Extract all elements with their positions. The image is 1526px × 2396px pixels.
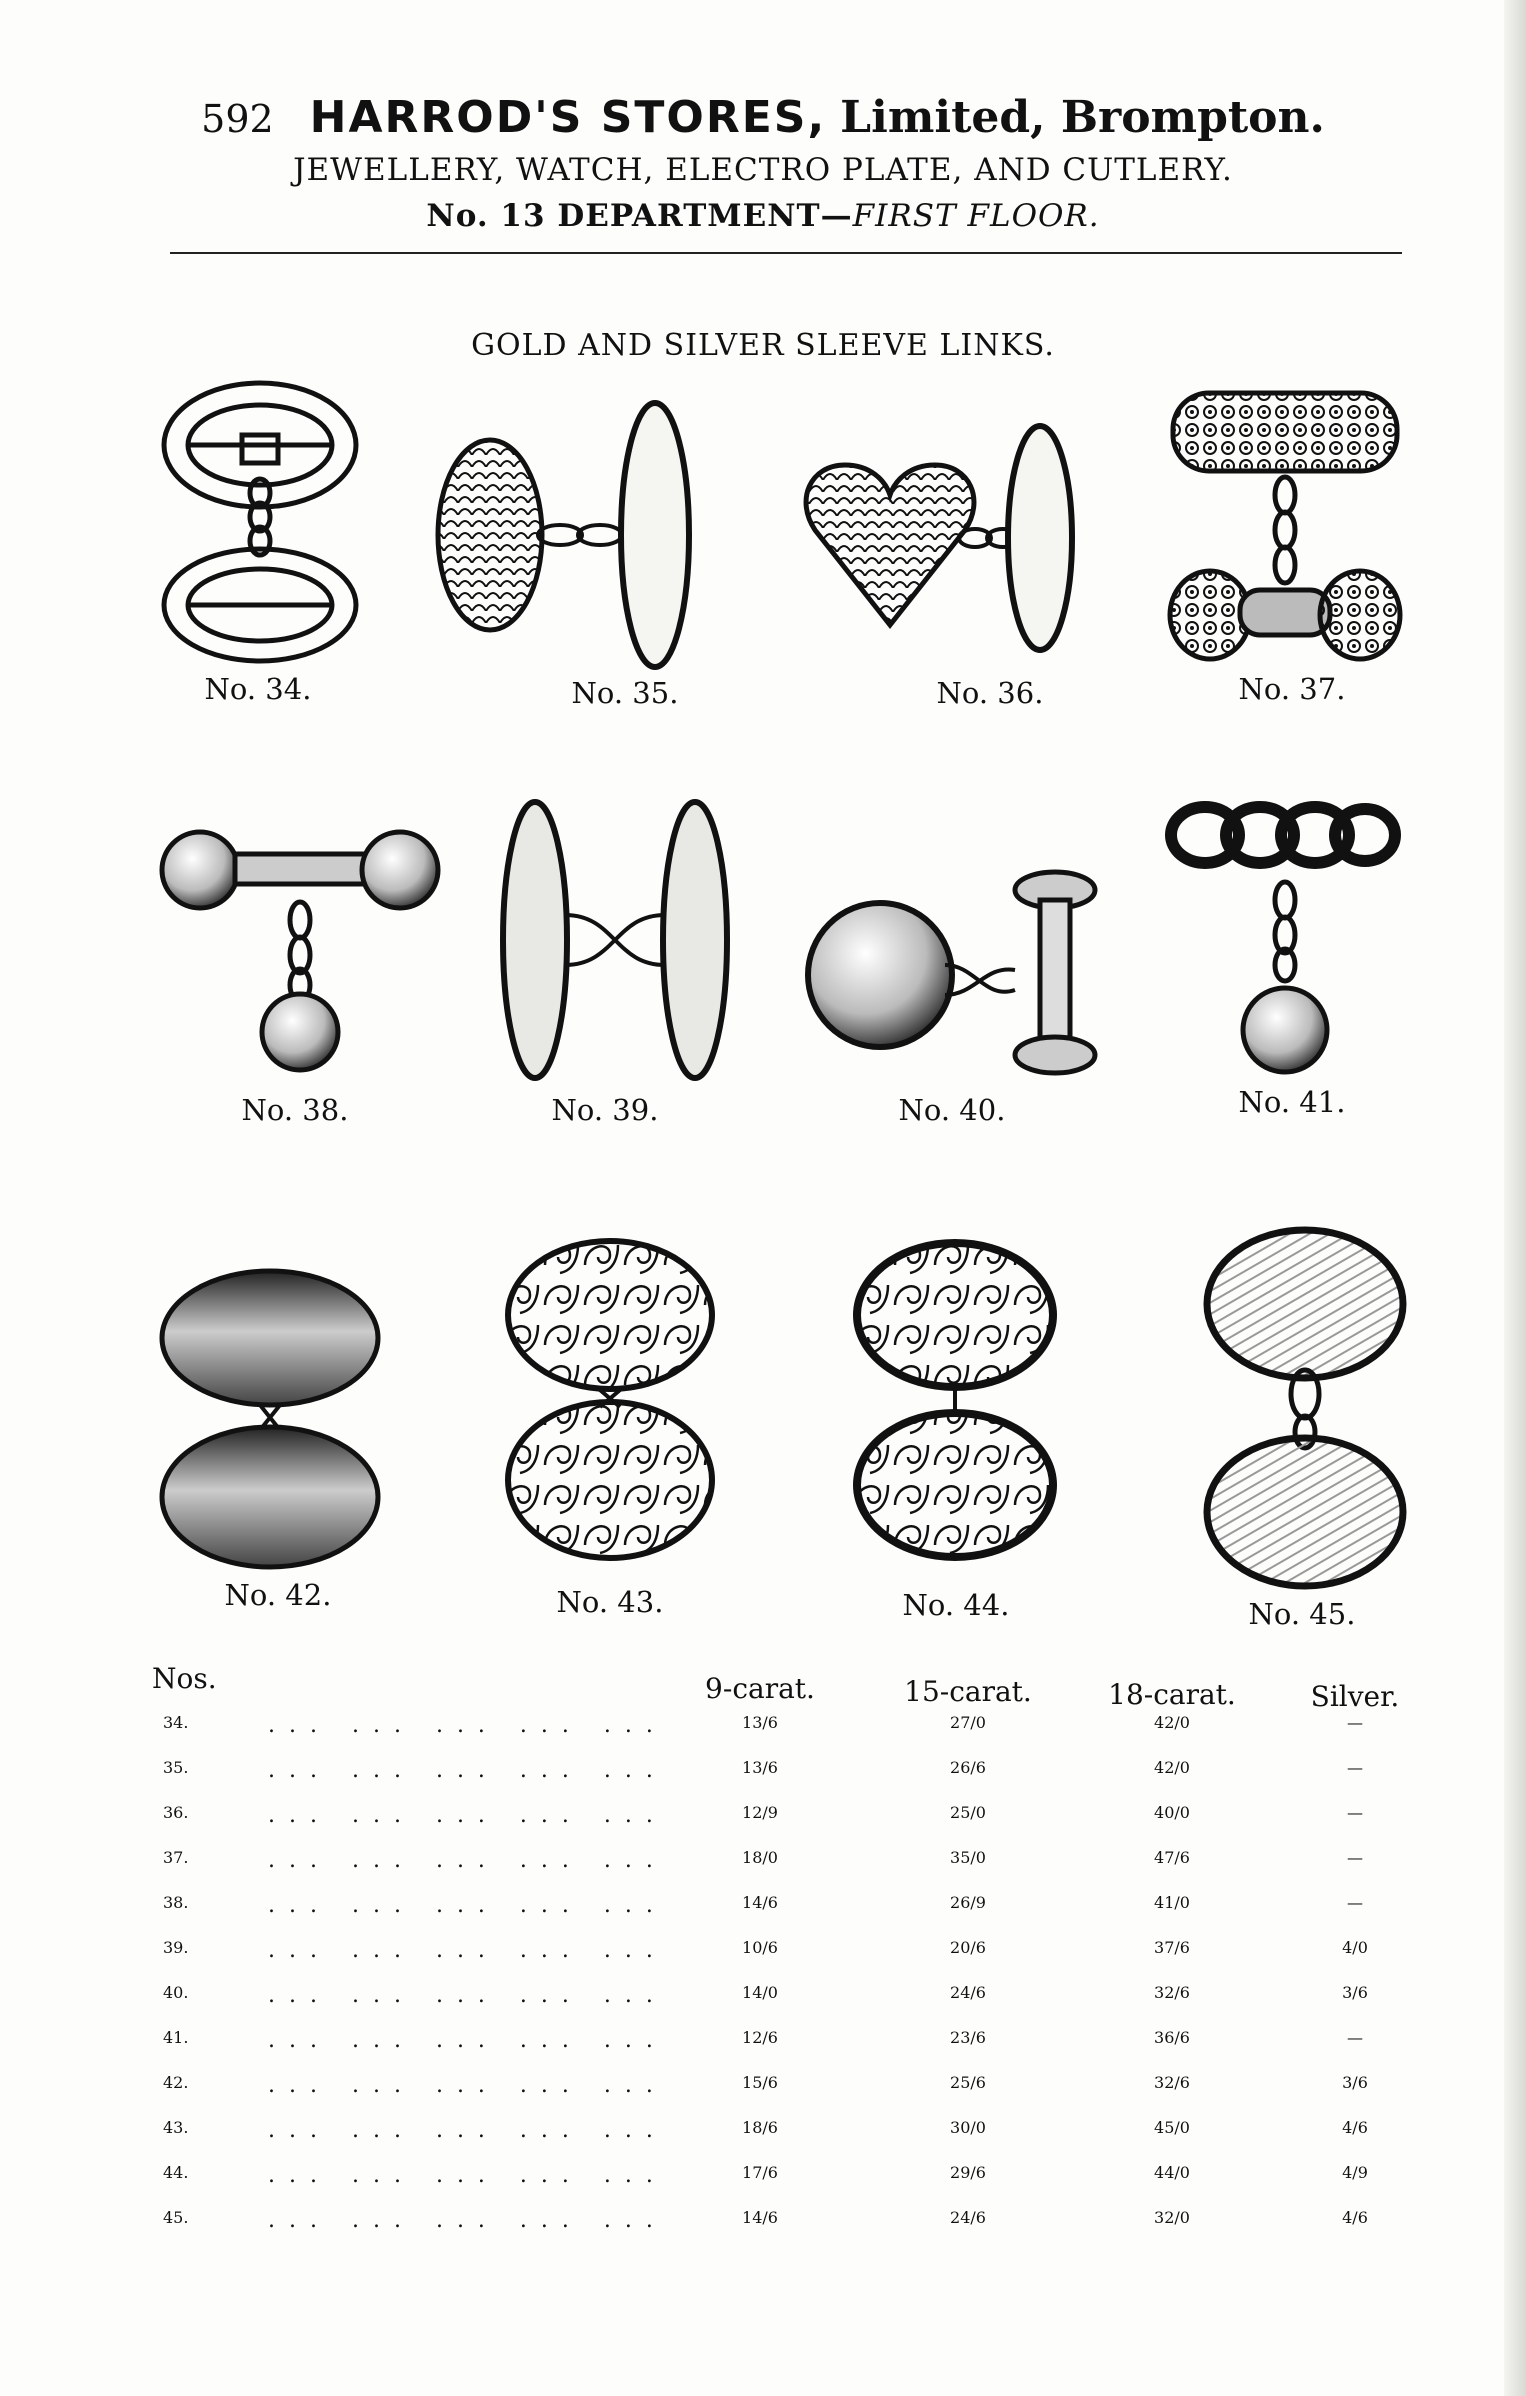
sleeve-link-37-illustration: [1165, 385, 1405, 665]
price-9-carat: 14/0: [742, 1983, 778, 2002]
row-leader: ... ... ... ... ...: [268, 1803, 667, 1828]
section-title: GOLD AND SILVER SLEEVE LINKS.: [471, 328, 1055, 363]
row-leader: ... ... ... ... ...: [268, 1983, 667, 2008]
price-9-carat: 13/6: [742, 1713, 778, 1732]
table-row: [0, 1713, 1526, 1757]
price-18-carat: 47/6: [1154, 1848, 1190, 1867]
row-number: 40.: [163, 1983, 189, 2002]
row-number: 37.: [163, 1848, 189, 1867]
table-row: [0, 2163, 1526, 2207]
price-15-carat: 24/6: [950, 2208, 986, 2227]
store-name: HARROD'S STORES,: [309, 92, 827, 143]
sleeve-link-39-illustration: [495, 795, 735, 1085]
price-silver: 4/0: [1342, 1938, 1368, 1957]
price-15-carat: 25/6: [950, 2073, 986, 2092]
sleeve-link-42-illustration: [155, 1265, 385, 1575]
row-leader: ... ... ... ... ...: [268, 2028, 667, 2053]
row-number: 34.: [163, 1713, 189, 1732]
row-number: 42.: [163, 2073, 189, 2092]
price-silver: —: [1347, 1848, 1363, 1867]
price-18-carat: 45/0: [1154, 2118, 1190, 2137]
price-9-carat: 15/6: [742, 2073, 778, 2092]
table-row: [0, 2073, 1526, 2117]
price-18-carat: 32/0: [1154, 2208, 1190, 2227]
price-15-carat: 26/6: [950, 1758, 986, 1777]
price-silver: —: [1347, 1713, 1363, 1732]
page-number: 592: [201, 97, 274, 141]
row-number: 39.: [163, 1938, 189, 1957]
header-18-carat: 18-carat.: [1108, 1678, 1236, 1711]
table-row: [0, 1848, 1526, 1892]
price-silver: 4/6: [1342, 2118, 1368, 2137]
item-label: No. 36.: [936, 676, 1044, 710]
price-18-carat: 40/0: [1154, 1803, 1190, 1822]
price-silver: 4/9: [1342, 2163, 1368, 2182]
price-9-carat: 13/6: [742, 1758, 778, 1777]
table-row: [0, 1758, 1526, 1802]
price-9-carat: 14/6: [742, 2208, 778, 2227]
price-15-carat: 27/0: [950, 1713, 986, 1732]
row-leader: ... ... ... ... ...: [268, 1893, 667, 1918]
item-label: No. 35.: [571, 676, 679, 710]
sleeve-link-41-illustration: [1165, 785, 1405, 1080]
price-9-carat: 14/6: [742, 1893, 778, 1912]
row-leader: ... ... ... ... ...: [268, 2118, 667, 2143]
table-row: [0, 1983, 1526, 2027]
price-15-carat: 20/6: [950, 1938, 986, 1957]
sleeve-link-44-illustration: [850, 1235, 1060, 1565]
price-9-carat: 17/6: [742, 2163, 778, 2182]
price-18-carat: 36/6: [1154, 2028, 1190, 2047]
price-silver: —: [1347, 1893, 1363, 1912]
page-header: [0, 92, 1526, 143]
price-9-carat: 12/6: [742, 2028, 778, 2047]
store-suffix: Limited, Brompton.: [840, 92, 1325, 143]
row-leader: ... ... ... ... ...: [268, 2163, 667, 2188]
sleeve-link-45-illustration: [1200, 1222, 1410, 1592]
price-9-carat: 10/6: [742, 1938, 778, 1957]
table-row: [0, 1803, 1526, 1847]
price-silver: —: [1347, 1803, 1363, 1822]
price-18-carat: 44/0: [1154, 2163, 1190, 2182]
item-label: No. 34.: [204, 672, 312, 706]
item-label: No. 42.: [224, 1578, 332, 1612]
department-number: No. 13 DEPARTMENT—: [426, 198, 853, 234]
item-label: No. 44.: [902, 1588, 1010, 1622]
price-18-carat: 42/0: [1154, 1758, 1190, 1777]
row-number: 43.: [163, 2118, 189, 2137]
sleeve-link-38-illustration: [155, 820, 445, 1080]
sleeve-link-43-illustration: [500, 1235, 720, 1565]
department-subtitle: JEWELLERY, WATCH, ELECTRO PLATE, AND CUTLERY.: [293, 152, 1233, 188]
price-15-carat: 29/6: [950, 2163, 986, 2182]
row-leader: ... ... ... ... ...: [268, 2073, 667, 2098]
item-label: No. 41.: [1238, 1085, 1346, 1119]
sleeve-link-36-illustration: [795, 420, 1095, 670]
row-leader: ... ... ... ... ...: [268, 1713, 667, 1738]
price-silver: 3/6: [1342, 1983, 1368, 2002]
row-number: 41.: [163, 2028, 189, 2047]
price-15-carat: 35/0: [950, 1848, 986, 1867]
row-leader: ... ... ... ... ...: [268, 1758, 667, 1783]
item-label: No. 37.: [1238, 672, 1346, 706]
sleeve-link-35-illustration: [430, 395, 710, 675]
price-9-carat: 12/9: [742, 1803, 778, 1822]
sleeve-link-34-illustration: [150, 375, 370, 665]
header-rule: [170, 252, 1402, 254]
department-floor: FIRST FLOOR.: [852, 198, 1100, 234]
price-silver: —: [1347, 2028, 1363, 2047]
price-18-carat: 32/6: [1154, 1983, 1190, 2002]
price-18-carat: 42/0: [1154, 1713, 1190, 1732]
header-15-carat: 15-carat.: [904, 1675, 1032, 1708]
row-number: 44.: [163, 2163, 189, 2182]
header-9-carat: 9-carat.: [705, 1672, 815, 1705]
price-15-carat: 26/9: [950, 1893, 986, 1912]
price-18-carat: 41/0: [1154, 1893, 1190, 1912]
row-leader: ... ... ... ... ...: [268, 2208, 667, 2233]
price-18-carat: 32/6: [1154, 2073, 1190, 2092]
row-number: 35.: [163, 1758, 189, 1777]
table-row: [0, 2028, 1526, 2072]
price-9-carat: 18/0: [742, 1848, 778, 1867]
row-number: 45.: [163, 2208, 189, 2227]
row-leader: ... ... ... ... ...: [268, 1938, 667, 1963]
price-15-carat: 23/6: [950, 2028, 986, 2047]
price-18-carat: 37/6: [1154, 1938, 1190, 1957]
item-label: No. 38.: [241, 1093, 349, 1127]
sleeve-link-40-illustration: [805, 865, 1105, 1085]
table-row: [0, 1938, 1526, 1982]
item-label: No. 45.: [1248, 1597, 1356, 1631]
price-silver: 4/6: [1342, 2208, 1368, 2227]
department-line: [0, 198, 1526, 234]
header-silver: Silver.: [1310, 1680, 1400, 1713]
row-number: 36.: [163, 1803, 189, 1822]
price-silver: 3/6: [1342, 2073, 1368, 2092]
row-leader: ... ... ... ... ...: [268, 1848, 667, 1873]
item-label: No. 40.: [898, 1093, 1006, 1127]
price-15-carat: 24/6: [950, 1983, 986, 2002]
item-label: No. 39.: [551, 1093, 659, 1127]
price-silver: —: [1347, 1758, 1363, 1777]
table-row: [0, 2208, 1526, 2252]
price-15-carat: 30/0: [950, 2118, 986, 2137]
price-15-carat: 25/0: [950, 1803, 986, 1822]
row-number: 38.: [163, 1893, 189, 1912]
item-label: No. 43.: [556, 1585, 664, 1619]
table-row: [0, 1893, 1526, 1937]
header-nos: Nos.: [152, 1662, 217, 1695]
price-9-carat: 18/6: [742, 2118, 778, 2137]
table-row: [0, 2118, 1526, 2162]
